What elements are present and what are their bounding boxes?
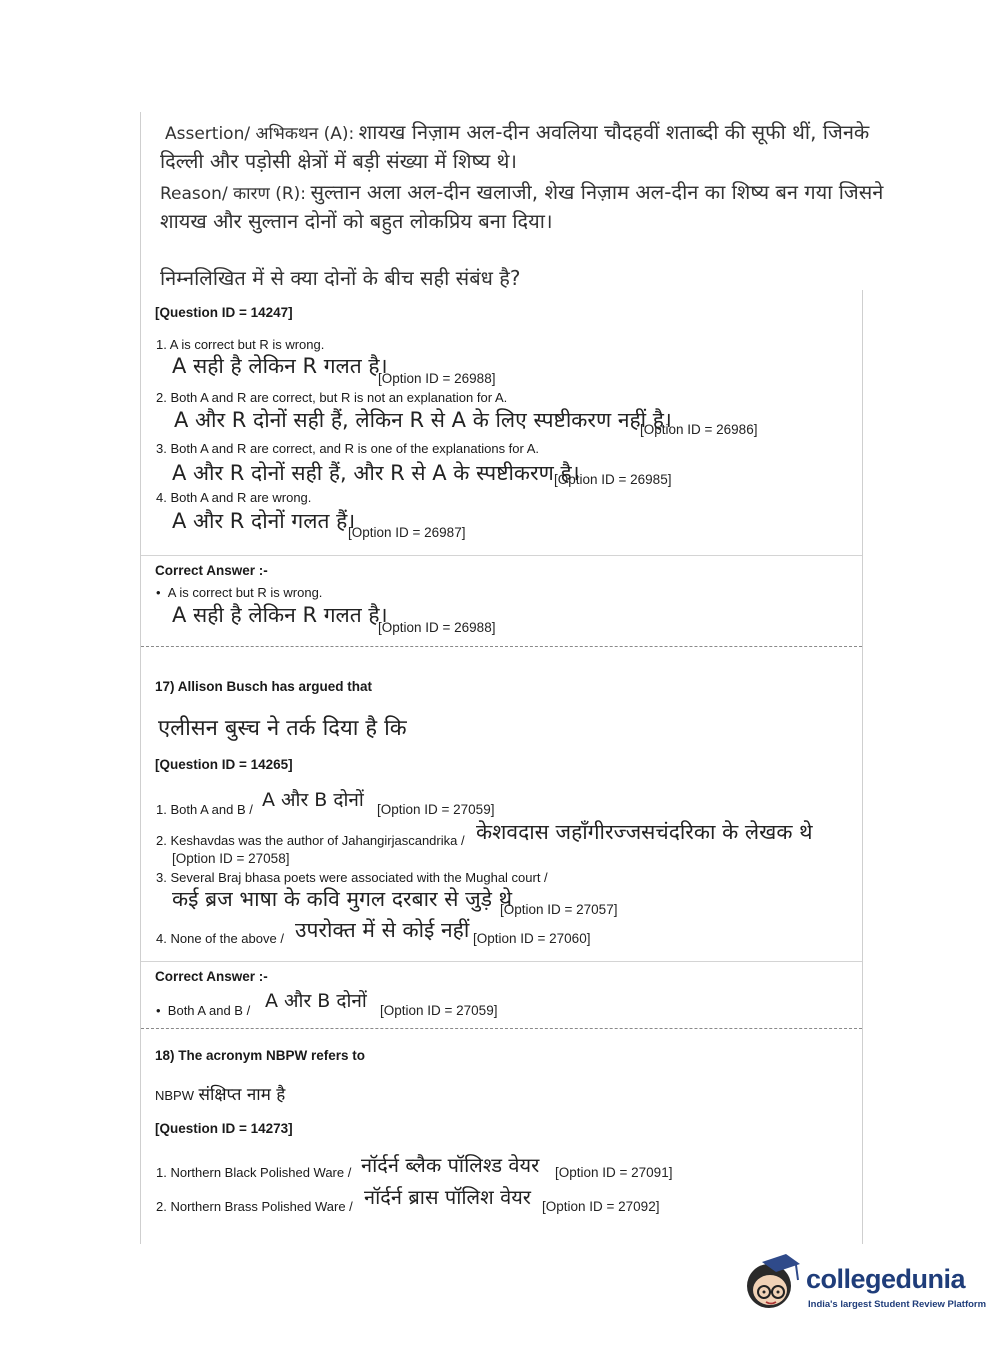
divider (141, 961, 862, 962)
option-1-hi: A सही है लेकिन R गलत है। (172, 354, 388, 378)
option-2-en: 2. Both A and R are correct, but R is not an explanation for A. (156, 390, 508, 405)
option-1-en: 1. Northern Black Polished Ware / (156, 1165, 352, 1180)
question-separator (141, 646, 862, 647)
correct-answer-hi: A सही है लेकिन R गलत है। (172, 603, 388, 627)
assertion-line-1: Assertion/ अभिकथन (A): शायख निज़ाम अल-दीन अवलिया चौदहवीं शताब्दी की सूफी थीं, जिनके (165, 120, 870, 144)
option-4-en: 4. Both A and R are wrong. (156, 490, 312, 505)
mascot-icon (742, 1252, 804, 1314)
question-id: [Question ID = 14273] (155, 1121, 293, 1136)
question-title-hindi: NBPW संक्षिप्त नाम है (155, 1085, 286, 1105)
question-title: 18) The acronym NBPW refers to (155, 1048, 366, 1063)
option-2-hi: नॉर्दर्न ब्रास पॉलिश वेयर (364, 1185, 531, 1209)
divider (141, 555, 862, 556)
option-4-hi: A और R दोनों गलत हैं। (172, 509, 356, 533)
option-3-hi: A और R दोनों सही हैं, और R से A के स्पष्टीकरण है। (172, 461, 580, 485)
correct-answer-label: Correct Answer :- (155, 563, 268, 578)
option-1-en: 1. A is correct but R is wrong. (156, 337, 325, 352)
question-hindi: निम्नलिखित में से क्या दोनों के बीच सही संबंध है? (160, 266, 521, 290)
option-3-hi: कई ब्रज भाषा के कवि मुगल दरबार से जुड़े थे (172, 887, 513, 911)
option-2-en: 2. Keshavdas was the author of Jahangirjascandrika / (156, 833, 465, 848)
correct-answer-id: [Option ID = 27059] (380, 1003, 498, 1018)
correct-answer-id: [Option ID = 26988] (378, 620, 496, 635)
correct-answer-en: • Both A and B / (156, 1003, 251, 1018)
option-1-hi: नॉर्दर्न ब्लैक पॉलिश्ड वेयर (361, 1153, 540, 1177)
option-2-en: 2. Northern Brass Polished Ware / (156, 1199, 353, 1214)
option-1-id: [Option ID = 27091] (555, 1165, 673, 1180)
option-1-id: [Option ID = 26988] (378, 371, 496, 386)
brand-tagline: India's largest Student Review Platform (808, 1299, 987, 1310)
option-3-id: [Option ID = 27057] (500, 902, 618, 917)
option-1-hi: A और B दोनों (262, 789, 364, 811)
option-3-en: 3. Several Braj bhasa poets were associated with the Mughal court / (156, 870, 548, 885)
option-1-en: 1. Both A and B / (156, 802, 253, 817)
option-4-id: [Option ID = 27060] (473, 931, 591, 946)
option-2-hi: A और R दोनों सही हैं, लेकिन R से A के लिए स्पष्टीकरण नहीं है। (174, 408, 672, 432)
question-separator (141, 1028, 862, 1029)
option-2-id: [Option ID = 26986] (640, 422, 758, 437)
question-id: [Question ID = 14247] (155, 305, 293, 320)
option-4-en: 4. None of the above / (156, 931, 284, 946)
question-id: [Question ID = 14265] (155, 757, 293, 772)
option-2-id: [Option ID = 27092] (542, 1199, 660, 1214)
correct-answer-hi: A और B दोनों (265, 990, 367, 1012)
option-2-id: [Option ID = 27058] (172, 851, 290, 866)
question-title-hindi: एलीसन बुस्च ने तर्क दिया है कि (158, 716, 407, 741)
option-4-id: [Option ID = 26987] (348, 525, 466, 540)
option-3-en: 3. Both A and R are correct, and R is one of the explanations for A. (156, 441, 540, 456)
correct-answer-label: Correct Answer :- (155, 969, 268, 984)
reason-line-1: Reason/ कारण (R): सुल्तान अला अल-दीन खलाजी, शेख निज़ाम अल-दीन का शिष्य बन गया जिसने (160, 180, 884, 204)
assertion-line-2: दिल्ली और पड़ोसी क्षेत्रों में बड़ी संख्या में शिष्य थे। (160, 149, 517, 173)
option-4-hi: उपरोक्त में से कोई नहीं (295, 918, 470, 942)
correct-answer-en: • A is correct but R is wrong. (156, 585, 323, 600)
option-2-hi: केशवदास जहाँगीरज्जसचंदरिका के लेखक थे (476, 820, 813, 844)
left-border (140, 112, 141, 1244)
reason-line-2: शायख और सुल्तान दोनों को बहुत लोकप्रिय बना दिया। (160, 209, 553, 233)
option-1-id: [Option ID = 27059] (377, 802, 495, 817)
right-border (862, 290, 863, 1244)
option-3-id: [Option ID = 26985] (554, 472, 672, 487)
brand-name: collegedunia (806, 1264, 966, 1294)
brand-logo (742, 1250, 987, 1320)
question-title: 17) Allison Busch has argued that (155, 679, 373, 694)
